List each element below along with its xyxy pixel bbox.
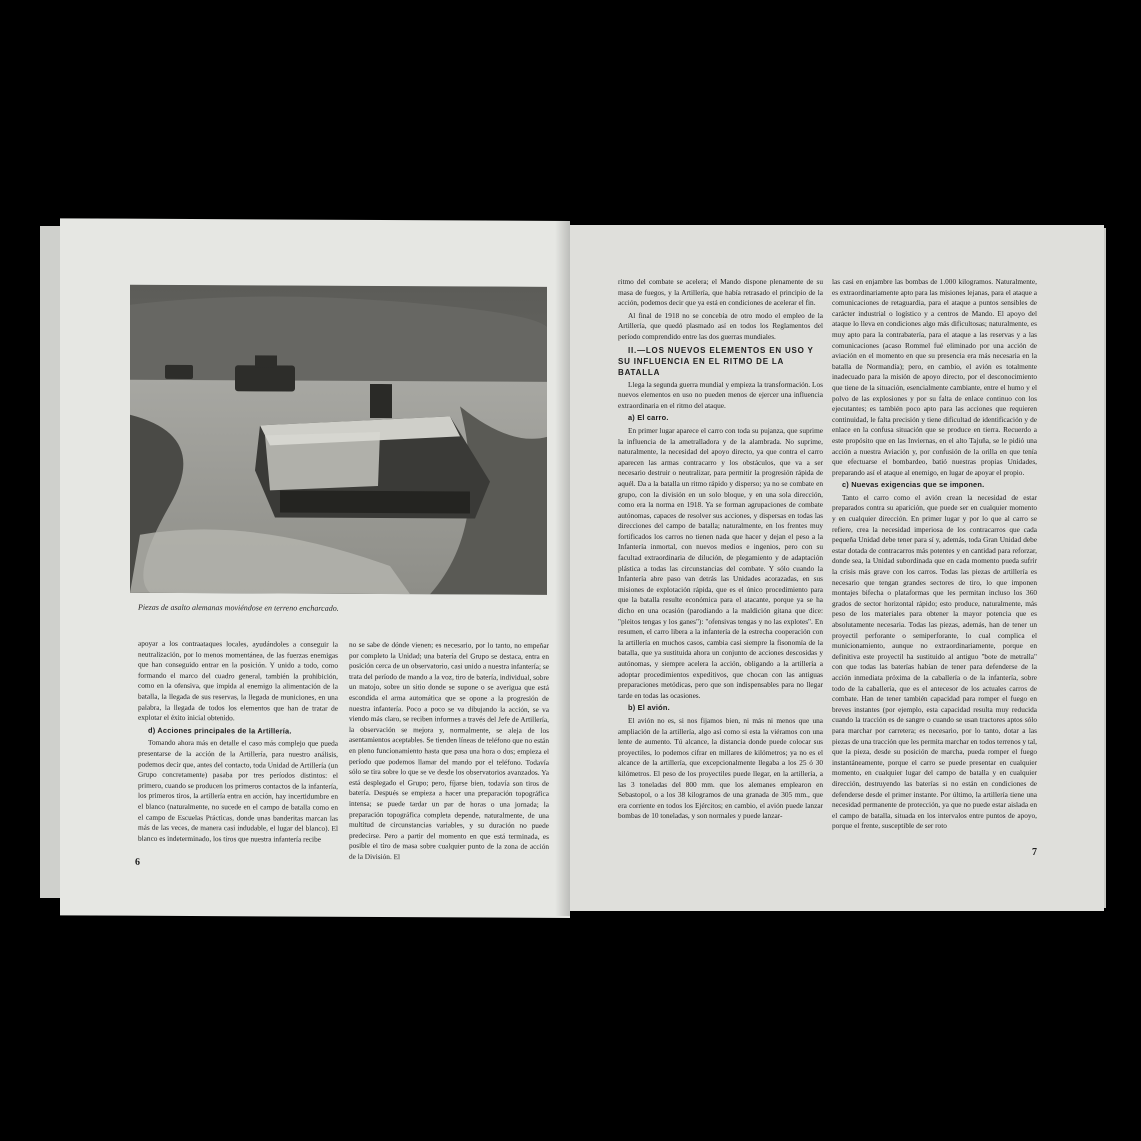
right-page [570, 225, 1104, 911]
paragraph: Al final de 1918 no se concebía de otro modo el empleo de la Artillería, que quedó plasmado así en todos los Reglamentos del período comprendido entre las dos guerras mundiales. [618, 310, 823, 341]
page-number-left: 6 [135, 856, 140, 868]
tank-photo [130, 285, 547, 595]
photo-caption: Piezas de asalto alemanas moviéndose en terreno encharcado. [138, 602, 339, 613]
section-heading-a: a) El carro. [628, 413, 669, 423]
paragraph: El avión no es, si nos fijamos bien, ni más ni menos que una ampliación de la artillería, algo así como si esta la viéramos con una lente de aumento. Tú alcance, la distancia donde puede colocar sus proyectiles, lo podemos cifrar en millares de kilómetros; ya no es el alcance de la artillería, que excepcionalmente llegaba a los 25 ó 30 kilómetros. El peso de los proyectiles puede llegar, en la artillería, a las 3 toneladas del 800 mm. que los alemanes emplearon en Sebastopol, o a los 38 kilogramos de una granada de 305 mm., que era corriente en todos los Ejércitos; en cambio, el avión puede lanzar bombas de 10 toneladas, y son normales y puede lanzar- [618, 715, 823, 821]
left-page [60, 218, 570, 918]
paragraph: no se sabe de dónde vienen; es necesario, por lo tanto, no empeñar por completo la Unidad; una batería del Grupo se destaca, entra en posición cerca de un observatorio, casi unido a nuestra infantería; se trata del período de mando a la voz, tiro de batería, individual, sobre un matojo, sobre un sitio donde se supone o se averigua que está escondida el arma automática que se opone a la progresión de nuestra infantería. Poco a poco se va dibujando la acción, se va viendo más claro, se reciben informes a través del Jefe de Artillería, la observación se mejora y, normalmente, se aleja de los asentamientos aceptables. Se tienden líneas de teléfono que no están en pleno funcionamiento hasta que pasa una hora o dos; empieza el período que podemos llamar del mando por el teléfono. Todavía sólo se tira sobre lo que se ve desde los observatorios avanzados. Ya está desplegado el Grupo; pero, fíjarse bien, todavía son tiros de batería. Después se empieza a hacer una preparación topográfica intensa; se puede tardar un par de horas o una jornada; la preparación topográfica completa depende, naturalmente, de una multitud de circunstancias variables, y su duración no puede predecirse. Pero a partir del momento en que está terminada, es posible el tiro de masa sobre cualquier punto de la zona de acción de la División. El [349, 639, 549, 861]
left-page-column-2 [349, 640, 549, 866]
section-heading-b: b) El avión. [628, 703, 670, 713]
paragraph: En primer lugar aparece el carro con toda su pujanza, que suprime la influencia de la ametralladora y de la alambrada. No suprime, naturalmente, la necesidad del apoyo directo, ya que contra el carro aparecen las armas contracarro y los obstáculos, que va a ser necesario destruir o neutralizar, para permitir la progresión rápida de aquél. Da a la batalla un ritmo rápido y disperso; ya no se combate en grupo, con la división en un solo bloque, y en una sola dirección, como era la norma en 1918. Ya se forman agrupaciones de combate autónomas, capaces de resolver sus acciones, y dispersas en todas las direcciones del campo de batalla; naturalmente, en los frentes muy fortificados los carros no tienen nada que hacer y dejan el peso a la Infantería inmortal, con nuevos medios e ingenios, pero con su facultad extraordinaria de dilución, de plegamiento y de adaptación plástica a todas las circunstancias del combate. Y sólo cuando la Infantería abre paso van detrás las Unidades acorazadas, en sus misiones de explotación rápida, que es el único procedimiento para que la batalla resulte económica para el atacante, porque ya se ha dicho en una ocasión (parodiando a la maldición gitana que dice: "pleitos tengas y los ganes"): "ofensivas tengas y no las explotes". En resumen, el carro libera a la infantería de la estrecha cooperación con la artillería en muchos casos, cambia casi siempre la fisonomía de la batalla, que ya sustituida ahora un conjunto de acciones descosidas y autónomas, y siempre acelera la acción, obligando a la artillería a adoptar procedimientos expeditivos, que chocan con las antiguas preparaciones metódicas, pero que son indispensables para no llegar tarde en todas las ocasiones. [618, 425, 823, 700]
section-heading-d: d) Acciones principales de la Artillería. [148, 725, 292, 736]
paragraph: Tomando ahora más en detalle el caso más complejo que pueda presentarse de la acción de la Artillería, para nuestro análisis, podemos decir que, antes del contacto, toda Unidad de Artillería (un Grupo concretamente) pasaba por tres períodos distintos: el primero, cuando se producen los primeros contactos de la infantería, los primeros tiros, la artillería entra en acción, hay incertidumbre en el blanco (naturalmente, no sucede en el campo de batalla como en el campo de Escuelas Prácticas, donde unas banderitas marcan las más de las veces, de manera casi indudable, el lugar del blanco). El blanco es indeterminado, los tiros que nuestra infantería recibe [138, 738, 338, 844]
paragraph: las casi en enjambre las bombas de 1.000 kilogramos. Naturalmente, es extraordinariamente apto para las misiones lejanas, para el ataque a comunicaciones de retaguardia, para el ataque a puntos sensibles de carácter industrial o logístico y a centros de Mando. El apoyo del ataque lo lleva en condiciones algo más dificultosas; naturalmente, es muy apto para la contrabatería, para el ataque a las reservas y a las comunicaciones (acaso Rommel fué eliminado por una acción de aviación en el momento en que su presencia era más necesaria en la batalla de Normandía); pero, en cambio, el avión es totalmente inadecuado para la misión de apoyo directo, por el desconocimiento que tiene de la situación, esencialmente cambiante, entre el humo y el polvo de las explosiones y por su falta de enlace continuo con los ejecutantes; es también poco apto para las acciones que requieren continuidad, le falta precisión y tiene dificultad de identificación y de enlace en la confusa situación que se produce en tierra. Recuerdo a este propósito que en las Inviernas, en el alto Tajuña, se le pidió una acción a nuestra Aviación y, por confusión de la orilla en que tenía que efectuarse el bombardeo, batió nuestras propias Unidades, preparando así el ataque al enemigo, en lugar de apoyar el propio. [832, 277, 1037, 477]
tank-photo-illustration [130, 285, 547, 595]
paragraph: Llega la segunda guerra mundial y empieza la transformación. Los nuevos elementos en uso no pueden menos de ejercer una influencia extraordinaria en el ritmo del ataque. [618, 379, 823, 410]
section-heading-c: c) Nuevas exigencias que se imponen. [842, 480, 985, 490]
paragraph: apoyar a los contraataques locales, ayudándoles a conseguir la neutralización, por lo menos momentánea, de las fuerzas enemigas que han conseguido entrar en la posición. Y unido a todo, como formando el marco del cuadro general, también la prohibición, como en la ofensiva, que impida al enemigo la alimentación de la batalla, la llegada de sus reservas, la llegada de municiones, en una palabra, la llegada de todos los elementos que han de tratar de explotar el éxito inicial obtenido. [138, 638, 338, 723]
left-page-column-1 [138, 639, 338, 847]
page-number-right: 7 [1032, 847, 1037, 858]
section-heading-ii: II.—LOS NUEVOS ELEMENTOS EN USO Y SU INFLUENCIA EN EL RITMO DE LA BATALLA [618, 345, 814, 377]
right-page-column-2 [832, 277, 1037, 834]
right-page-column-1 [618, 277, 823, 824]
paragraph: Tanto el carro como el avión crean la necesidad de estar preparados contra su aparición, que puede ser en cualquier momento y en cualquier dirección. En primer lugar y por lo que al carro se refiere, crea la necesidad imperiosa de los contracarros que cada pequeña Unidad debe tener para sí y, además, toda Gran Unidad debe estar dotada de contracarros más potentes y en cantidad para reforzar, donde sea, la Unidad subordinada que en cada momento pueda sufrir la crisis más grave con los carros. Todas las piezas de artillería es necesario que tengan grandes sectores de tiro, lo que imponen montajes bifecha o plataformas que les permitan incluso los 360 grados de sector horizontal rápido; esto produce, naturalmente, más peso de los materiales para obtener la mayor potencia que es absolutamente necesaria. Todas las piezas, además, han de tener un proyectil perforante o semiperforante, lo cual complica el municionamiento, aunque no extraordinariamente, porque en definitiva este proyectil ha sustituido al antiguo "bote de metralla" con que todas las baterías habían de tener para defenderse de la acción inmediata próxima de la caballería o de la infantería, sobre todo de la caballería, que es el antecesor de los actuales carros de combate. Han de tener también capacidad para romper el fuego en breves instantes (por ejemplo, esta capacidad resulta muy reducida cuando la tracción es de sangre o cuando se usan tractores aptos sólo para marchar por carretera; es necesario, por lo tanto, dotar a las piezas de una tracción que les permita marchar en todos terrenos y tal, que la pieza, desde su posición de marcha, pueda romper el fuego instantáneamente, porque el carro se puede presentar en cualquier momento, en cualquier lugar del campo de batalla y en cualquier dirección, destruyendo las baterías si no están en condiciones de defenderse desde el primer instante. Por último, la artillería tiene una necesidad permanente de protección, ya que no puede estar aislada en el campo de batalla, situada en los intervalos entre puntos de apoyo, porque el frente, susceptible de ser roto [832, 492, 1037, 831]
paragraph: ritmo del combate se acelera; el Mando dispone plenamente de su masa de fuegos, y la Artillería, que había retrasado el principio de la acción, podemos decir que ya está en condiciones de acelerar el fin. [618, 277, 823, 308]
